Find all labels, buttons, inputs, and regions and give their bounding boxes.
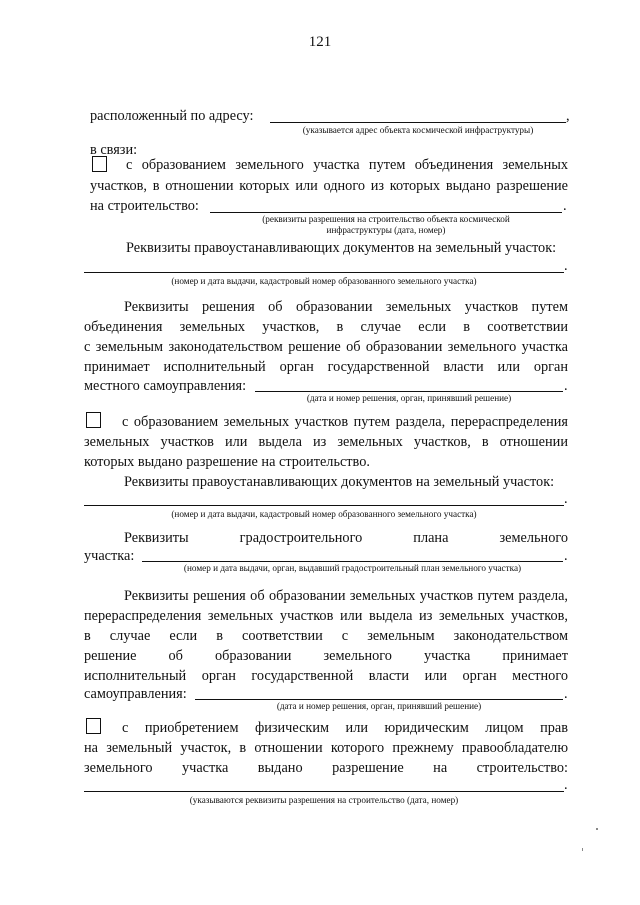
- option1-docs-caption: (номер и дата выдачи, кадастровый номер образованного земельного участка): [171, 276, 477, 286]
- option2-docs-caption: (номер и дата выдачи, кадастровый номер образованного земельного участка): [171, 509, 477, 519]
- option2-line1: с образованием земельных участков путем раздела, перераспределения: [122, 414, 568, 430]
- option1-decision-line4: принимает исполнительный орган государственной власти или орган: [84, 359, 568, 375]
- option1-decision-line2: объединения земельных участков, в случае если в соответствии: [84, 319, 568, 335]
- option2-checkbox[interactable]: [86, 412, 101, 428]
- option2-decision-line3: в случае если в соответствии с земельным законодательством: [84, 628, 568, 644]
- option2-docs-field[interactable]: [84, 505, 564, 506]
- option1-line2: участков, в отношении которых или одного из которых выдано разрешение: [90, 178, 568, 194]
- option2-decision-field[interactable]: [195, 699, 563, 700]
- option3-checkbox[interactable]: [86, 718, 101, 734]
- option3-permit-period: .: [564, 777, 568, 793]
- address-comma: ,: [566, 108, 570, 124]
- option3-permit-field[interactable]: [84, 791, 564, 792]
- option1-docs-field[interactable]: [84, 272, 564, 273]
- option1-permit-caption-2: инфраструктуры (дата, номер): [326, 225, 446, 235]
- option1-decision-period: .: [564, 378, 568, 394]
- option1-decision-line1: Реквизиты решения об образовании земельных участков путем: [124, 299, 568, 315]
- page-number: 121: [308, 34, 332, 50]
- option1-docs-period: .: [564, 258, 568, 274]
- option1-permit-field[interactable]: [210, 212, 562, 213]
- option1-decision-field[interactable]: [255, 391, 563, 392]
- option2-gpzu-caption: (номер и дата выдачи, орган, выдавший градостроительный план земельного участка): [183, 563, 522, 573]
- option2-docs-title: Реквизиты правоустанавливающих документов на земельный участок:: [124, 474, 555, 490]
- option2-decision-caption: (дата и номер решения, орган, принявший решение): [276, 701, 482, 711]
- option2-decision-period: .: [564, 686, 568, 702]
- option1-checkbox[interactable]: [92, 156, 107, 172]
- address-field[interactable]: [270, 122, 566, 123]
- option3-line3: земельного участка выдано разрешение на строительство:: [84, 760, 568, 776]
- option1-permit-period: .: [563, 198, 567, 214]
- option2-gpzu-line2-label: участка:: [84, 548, 135, 564]
- option1-docs-title: Реквизиты правоустанавливающих документов на земельный участок:: [126, 240, 557, 256]
- option3-line2: на земельный участок, в отношении которого прежнему правообладателю: [84, 740, 568, 756]
- option2-docs-period: .: [564, 491, 568, 507]
- option1-line3-label: на строительство:: [90, 198, 199, 214]
- option2-gpzu-field[interactable]: [142, 561, 563, 562]
- option3-permit-caption: (указываются реквизиты разрешения на строительство (дата, номер): [189, 795, 459, 805]
- option1-permit-caption-1: (реквизиты разрешения на строительство объекта космической: [262, 214, 510, 224]
- address-label: расположенный по адресу:: [90, 108, 254, 124]
- option2-decision-line5: исполнительный орган государственной власти или орган местного: [84, 668, 568, 684]
- option2-decision-line2: перераспределения земельных участков или выдела из земельных участков,: [84, 608, 568, 624]
- option2-gpzu-period: .: [564, 548, 568, 564]
- in-connection-label: в связи:: [90, 142, 138, 158]
- scan-speck: [582, 848, 583, 851]
- option2-decision-line1: Реквизиты решения об образовании земельных участков путем раздела,: [124, 588, 568, 604]
- option1-line1: с образованием земельного участка путем объединения земельных: [126, 157, 568, 173]
- option2-decision-line4: решение об образовании земельного участка принимает: [84, 648, 568, 664]
- option2-decision-line6-label: самоуправления:: [84, 686, 187, 702]
- address-caption: (указывается адрес объекта космической инфраструктуры): [302, 125, 534, 135]
- option3-line1: с приобретением физическим или юридическим лицом прав: [122, 720, 568, 736]
- option1-decision-caption: (дата и номер решения, орган, принявший решение): [306, 393, 512, 403]
- option2-gpzu-line1: Реквизиты градостроительного плана земельного: [124, 530, 568, 546]
- option1-decision-line5-label: местного самоуправления:: [84, 378, 247, 394]
- option2-line3: которых выдано разрешение на строительство.: [84, 454, 370, 470]
- scan-speck: [596, 828, 598, 830]
- option1-decision-line3: с земельным законодательством решение об образовании земельного участка: [84, 339, 568, 355]
- option2-line2: земельных участков или выдела из земельных участков, в отношении: [84, 434, 568, 450]
